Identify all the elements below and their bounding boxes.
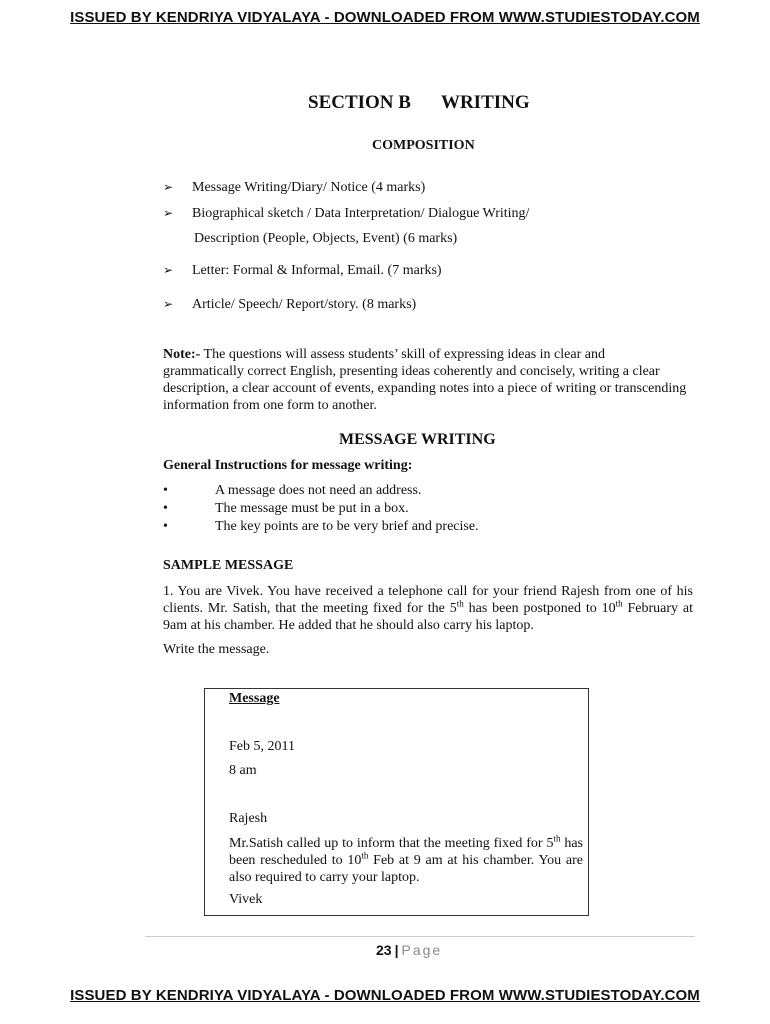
message-recipient: Rajesh bbox=[229, 811, 268, 826]
page-label: Page bbox=[401, 942, 443, 958]
top-banner: ISSUED BY KENDRIYA VIDYALAYA - DOWNLOADED FROM WWW.STUDIESTODAY.COM bbox=[70, 9, 700, 26]
ordinal-suffix: th bbox=[615, 598, 623, 609]
message-sender: Vivek bbox=[229, 892, 263, 907]
note-label: Note:- bbox=[163, 347, 201, 362]
instruction-text: A message does not need an address. bbox=[215, 483, 422, 498]
arrow-bullet-icon: ➢ bbox=[163, 263, 174, 277]
composition-item-text: Article/ Speech/ Report/story. (8 marks) bbox=[192, 297, 417, 312]
section-label: SECTION B bbox=[308, 92, 411, 113]
instruction-text: The message must be put in a box. bbox=[215, 501, 409, 516]
dot-bullet-icon: • bbox=[163, 501, 168, 516]
composition-heading: COMPOSITION bbox=[372, 138, 475, 153]
message-writing-title: MESSAGE WRITING bbox=[339, 431, 496, 448]
ordinal-suffix: th bbox=[361, 850, 369, 861]
section-name: WRITING bbox=[440, 92, 530, 113]
page-footer bbox=[376, 942, 442, 958]
dot-bullet-icon: • bbox=[163, 483, 168, 498]
section-title bbox=[308, 92, 530, 114]
write-instruction: Write the message. bbox=[163, 642, 270, 657]
arrow-bullet-icon: ➢ bbox=[163, 180, 174, 194]
sample-question bbox=[163, 583, 693, 634]
composition-item-text: Letter: Formal & Informal, Email. (7 marks) bbox=[192, 263, 442, 278]
composition-item-text: Message Writing/Diary/ Notice (4 marks) bbox=[192, 180, 426, 195]
composition-item-continued: Description (People, Objects, Event) (6 marks) bbox=[194, 231, 458, 246]
question-text: has been postponed to 10 bbox=[463, 601, 616, 616]
note-text: The questions will assess students’ skill of expressing ideas in clear and grammatically correct English, presenting ideas coherently and concisely, writing a clear description, a clear account of events, expanding notes into a piece of writing or transcending information from one form to another. bbox=[163, 347, 687, 413]
ordinal-suffix: th bbox=[553, 833, 561, 844]
composition-item-text: Biographical sketch / Data Interpretation/ Dialogue Writing/ bbox=[192, 206, 530, 221]
page-separator: | bbox=[394, 942, 399, 958]
message-body bbox=[229, 835, 583, 886]
message-time: 8 am bbox=[229, 763, 257, 778]
dot-bullet-icon: • bbox=[163, 519, 168, 534]
instruction-text: The key points are to be very brief and precise. bbox=[215, 519, 479, 534]
ordinal-suffix: th bbox=[456, 598, 464, 609]
message-heading: Message bbox=[229, 691, 280, 706]
message-date: Feb 5, 2011 bbox=[229, 739, 295, 754]
body-text: Mr.Satish called up to inform that the meeting fixed for 5 bbox=[229, 836, 554, 851]
body-text: has been rescheduled to 10 bbox=[229, 836, 583, 868]
arrow-bullet-icon: ➢ bbox=[163, 297, 174, 311]
message-box bbox=[204, 688, 589, 916]
note-paragraph bbox=[163, 346, 688, 414]
question-text: 1. You are Vivek. You have received a telephone call for your friend Rajesh from one of his clients. Mr. Satish, that the meeting fixed for the 5 bbox=[163, 584, 693, 616]
instructions-heading: General Instructions for message writing: bbox=[163, 458, 413, 473]
sample-heading: SAMPLE MESSAGE bbox=[163, 558, 294, 573]
footer-divider bbox=[145, 936, 695, 937]
question-text: February at 9am at his chamber. He added that he should also carry his laptop. bbox=[163, 601, 693, 633]
page-number: 23 bbox=[376, 942, 392, 958]
arrow-bullet-icon: ➢ bbox=[163, 206, 174, 220]
body-text: Feb at 9 am at his chamber. You are also required to carry your laptop. bbox=[229, 853, 583, 885]
bottom-banner: ISSUED BY KENDRIYA VIDYALAYA - DOWNLOADED FROM WWW.STUDIESTODAY.COM bbox=[70, 987, 700, 1004]
